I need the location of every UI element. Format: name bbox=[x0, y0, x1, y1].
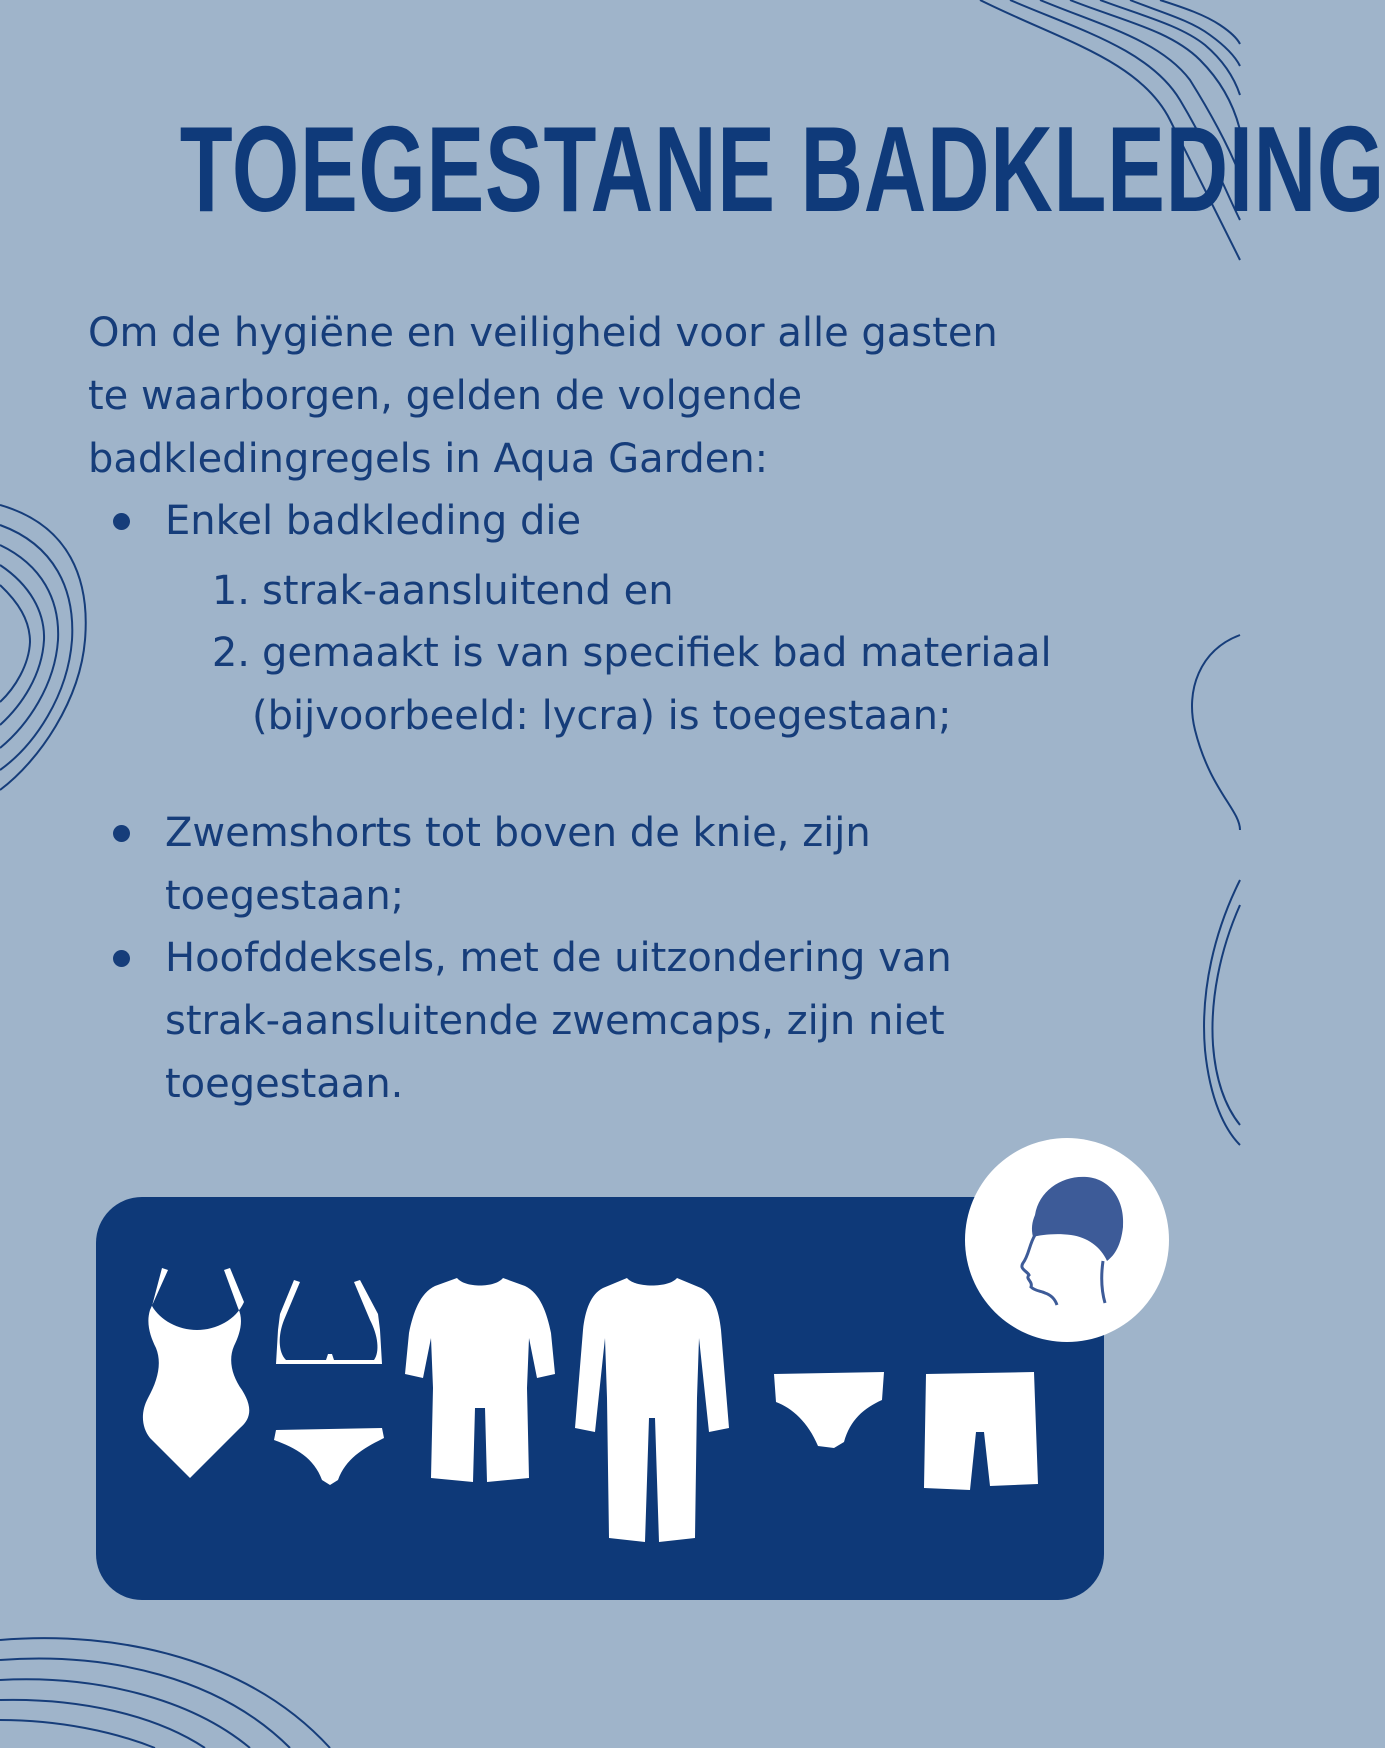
bullet-dot bbox=[113, 513, 130, 530]
numbered-text: strak-aansluitend en bbox=[262, 568, 674, 614]
bullet-text: Enkel badkleding die bbox=[165, 498, 582, 544]
page-title: TOEGESTANE BADKLEDING bbox=[179, 101, 1385, 237]
bullet-dot bbox=[113, 825, 130, 842]
intro-line: Om de hygiëne en veiligheid voor alle gasten bbox=[88, 310, 998, 356]
numbered-text: (bijvoorbeeld: lycra) is toegestaan; bbox=[252, 693, 952, 739]
bottom-left-waves bbox=[0, 1638, 330, 1748]
full-wetsuit-icon bbox=[575, 1278, 729, 1544]
bullet-text: strak-aansluitende zwemcaps, zijn niet bbox=[165, 998, 945, 1044]
bullet-text: Zwemshorts tot boven de knie, zijn bbox=[165, 810, 871, 856]
item-number: 1. bbox=[211, 568, 250, 614]
right-mid-waves bbox=[1192, 635, 1240, 1145]
intro-paragraph bbox=[88, 302, 1168, 491]
intro-line: te waarborgen, gelden de volgende bbox=[88, 373, 803, 419]
swimsuit-icon bbox=[140, 1268, 255, 1480]
bullet-text: toegestaan; bbox=[165, 873, 405, 919]
swim-shorts-icon bbox=[922, 1372, 1038, 1492]
bullet-dot bbox=[113, 950, 130, 967]
intro-line: badkledingregels in Aqua Garden: bbox=[88, 436, 769, 482]
left-mid-waves bbox=[0, 505, 86, 790]
bullet-text: toegestaan. bbox=[165, 1061, 404, 1107]
item-number: 2. bbox=[211, 630, 250, 676]
bullet-text: Hoofddeksels, met de uitzondering van bbox=[165, 935, 952, 981]
short-wetsuit-icon bbox=[405, 1278, 555, 1486]
numbered-text: gemaakt is van specifiek bad materiaal bbox=[262, 630, 1052, 676]
swim-cap-icon bbox=[1015, 1175, 1125, 1305]
bikini-icon bbox=[274, 1280, 384, 1485]
swim-brief-icon bbox=[774, 1372, 884, 1448]
